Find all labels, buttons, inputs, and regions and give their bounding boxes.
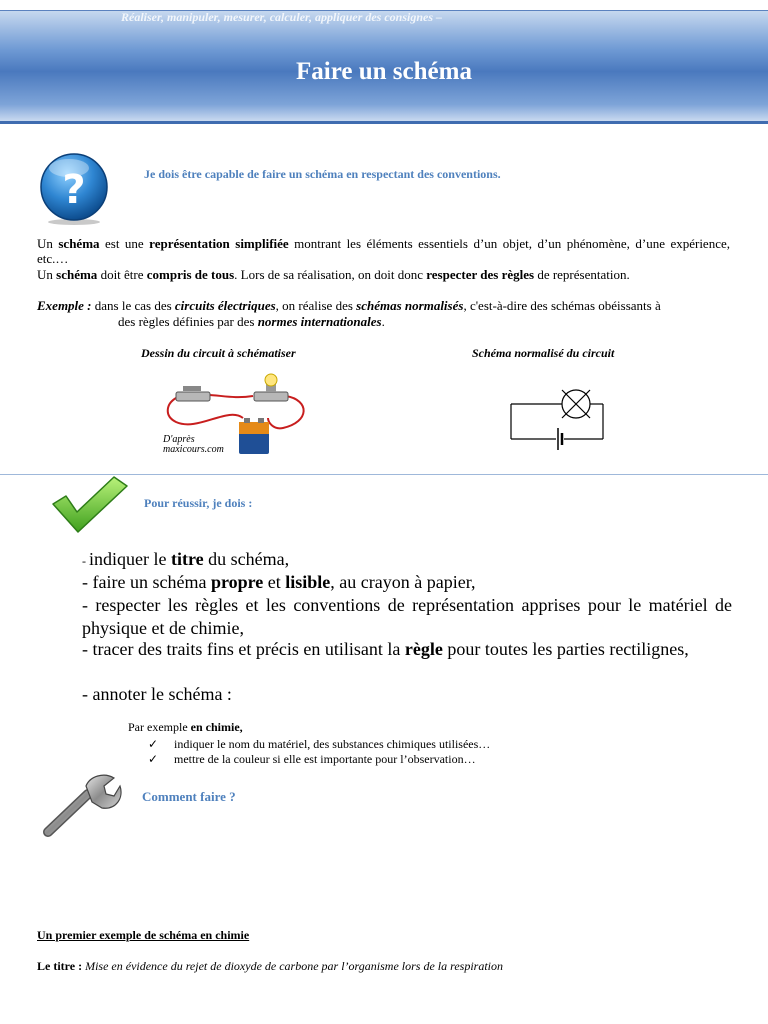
first-example-title: Le titre : Mise en évidence du rejet de dioxyde de carbone par l’organisme lors de la respiration: [37, 959, 503, 973]
example-line-2: des règles définies par des normes internationales.: [118, 314, 385, 329]
circuit-schematic: [506, 382, 610, 454]
list-item: ✓ indiquer le nom du matériel, des substances chimiques utilisées…: [148, 737, 491, 751]
objective-text: Je dois être capable de faire un schéma en respectant des conventions.: [144, 167, 501, 181]
question-mark-icon: [37, 152, 111, 226]
check-icon: ✓: [148, 752, 159, 766]
definition-line-1: Un schéma est une représentation simplifiée montrant les éléments essentiels d’un objet, d’un phénomène, d’une expérience, etc.…: [37, 236, 730, 266]
left-figure-caption: Dessin du circuit à schématiser: [141, 346, 296, 360]
wrench-icon: [42, 772, 122, 840]
first-example-heading: Un premier exemple de schéma en chimie: [37, 928, 250, 942]
how-heading: Comment faire ?: [142, 789, 236, 804]
rule-3: - respecter les règles et les conventions de représentation apprises pour le matériel de physique et de chimie,: [82, 595, 732, 638]
rule-1: - indiquer le titre du schéma,: [82, 549, 290, 569]
figure-credit: D'après maxicours.com: [163, 434, 224, 455]
list-item: ✓ mettre de la couleur si elle est importante pour l’observation…: [148, 752, 476, 766]
rule-2: - faire un schéma propre et lisible, au crayon à papier,: [82, 572, 476, 592]
definition-line-2: Un schéma doit être compris de tous. Lors de sa réalisation, on doit donc respecter des règles de représentation.: [37, 267, 630, 282]
page-title: Faire un schéma: [296, 58, 472, 85]
rule-5: - annoter le schéma :: [82, 684, 232, 704]
right-figure-caption: Schéma normalisé du circuit: [472, 346, 615, 360]
svg-text:?: ?: [62, 167, 86, 213]
chemistry-list: [148, 737, 708, 767]
checkmark-icon: [50, 474, 130, 536]
check-icon: ✓: [148, 737, 159, 751]
competences-line: Réaliser, manipuler, mesurer, calculer, appliquer des consignes –: [121, 10, 443, 24]
rule-4: - tracer des traits fins et précis en utilisant la règle pour toutes les parties rectilignes,: [82, 639, 689, 659]
chemistry-intro: Par exemple en chimie,: [128, 720, 243, 734]
success-heading: Pour réussir, je dois :: [144, 496, 253, 510]
example-line-1: Exemple : dans le cas des circuits électriques, on réalise des schémas normalisés, c'est-à-dire des schémas obéissants à: [37, 298, 661, 313]
